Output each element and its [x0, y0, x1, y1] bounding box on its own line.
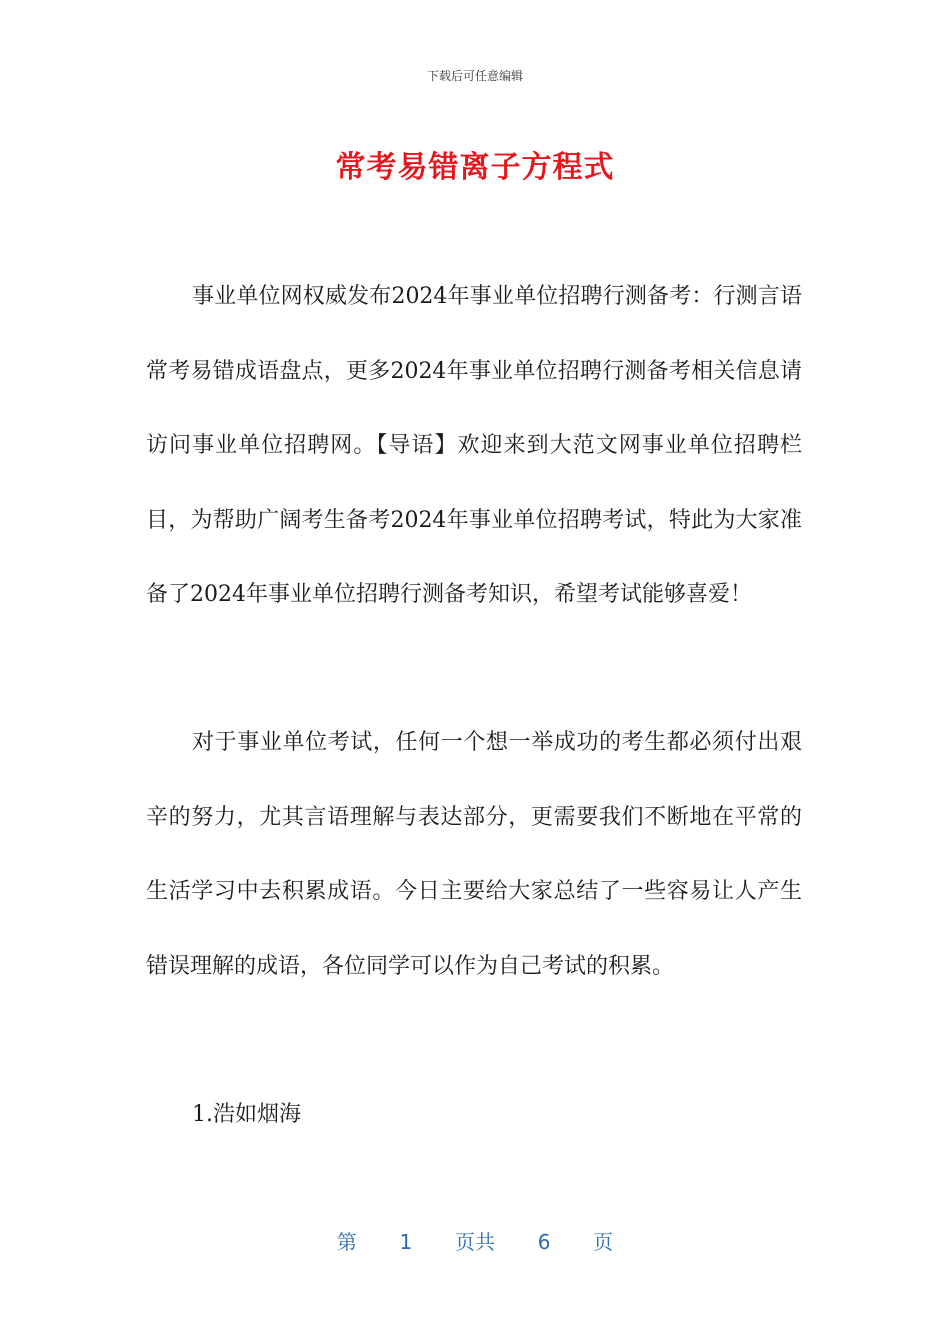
paragraph-text: 对于事业单位考试，任何一个想一举成功的考生都必须付出艰辛的努力，尤其言语理解与表达部分，更需要我们不断地在平常的生活学习中去积累成语。今日主要给大家总结了一些容易让人产生错误理解的成语，各位同学可以作为自己考试的积累。 [146, 730, 802, 979]
document-title: 常考易错离子方程式 [335, 150, 615, 185]
page-footer [0, 1226, 950, 1255]
paragraph-intro [146, 260, 802, 633]
footer-page-suffix: 页 [593, 1230, 614, 1254]
paragraph-text: 事业单位网权威发布2024年事业单位招聘行测备考：行测言语常考易错成语盘点，更多2024年事业单位招聘行测备考相关信息请访问事业单位招聘网。【导语】欢迎来到大范文网事业单位招聘栏目，为帮助广阔考生备考2024年事业单位招聘考试，特此为大家准备了2024年事业单位招聘行测备考知识，希望考试能够喜爱！ [146, 284, 802, 607]
footer-current-page: 1 [399, 1230, 413, 1254]
footer-total-pages: 6 [537, 1230, 551, 1254]
header-note: 下载后可任意编辑 [426, 69, 523, 83]
list-item-text: 1.浩如烟海 [192, 1102, 301, 1127]
footer-total-label: 页共 [455, 1230, 495, 1254]
paragraph-body [146, 706, 802, 1004]
list-item-heading [146, 1078, 802, 1153]
footer-page-label: 第 [336, 1230, 357, 1254]
